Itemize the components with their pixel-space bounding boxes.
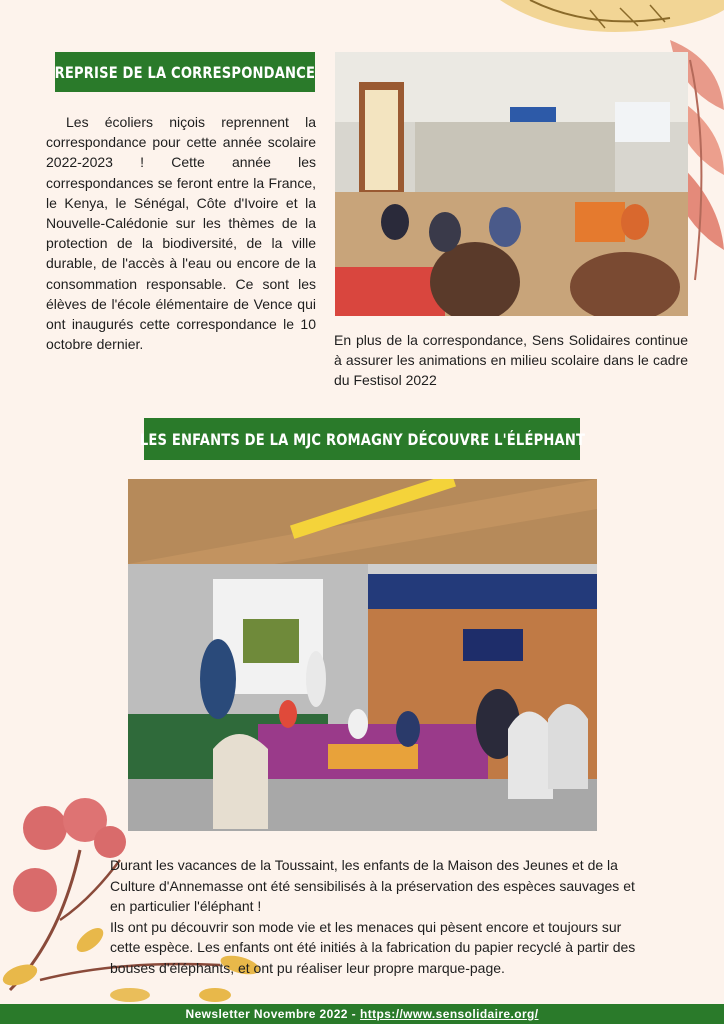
newsletter-footer (0, 1004, 724, 1024)
classroom-photo (335, 52, 688, 316)
festisol-paragraph: En plus de la correspondance, Sens Solidaires continue à assurer les animations en milieu scolaire dans le cadre du Festisol 2022 (334, 332, 688, 388)
correspondance-paragraph: Les écoliers niçois reprennent la correspondance pour cette année scolaire 2022-2023 ! Cette année les correspondances se feront entre la France, le Kenya, le Sénégal, Côte d'Ivoire et la Nouvelle-Calédonie sur les thèmes de la protection de la biodiversité, de la ville durable, de l'accès à l'eau ou encore de la consommation responsable. Ce sont les élèves de l'école élémentaire de Vence qui ont inaugurés cette correspondance le 10 octobre dernier. (46, 114, 316, 353)
mjc-activity-photo (128, 479, 597, 831)
footer-label: Newsletter Novembre 2022 - (185, 1007, 356, 1021)
section-title-correspondance: REPRISE DE LA CORRESPONDANCE (55, 52, 315, 92)
mjc-elephant-paragraph (110, 855, 648, 979)
website-link[interactable]: https://www.sensolidaire.org/ (359, 1007, 539, 1021)
mjc-paragraph-line-1: Durant les vacances de la Toussaint, les enfants de la Maison des Jeunes et de la Culture d'Annemasse ont été sensibilisés à la préservation des espèces sauvages et en particulier l'éléphant ! (110, 857, 635, 915)
section-title-mjc-elephant: LES ENFANTS DE LA MJC ROMAGNY DÉCOUVRE L'ÉLÉPHANT (144, 418, 580, 460)
mjc-paragraph-line-2: Ils ont pu découvrir son mode vie et les menaces qui pèsent encore et toujours sur cette espèce. Les enfants ont été initiés à la fabrication du papier recyclé à partir des bouses d'éléphants, et ont pu réaliser leur propre marque-page. (110, 918, 636, 976)
